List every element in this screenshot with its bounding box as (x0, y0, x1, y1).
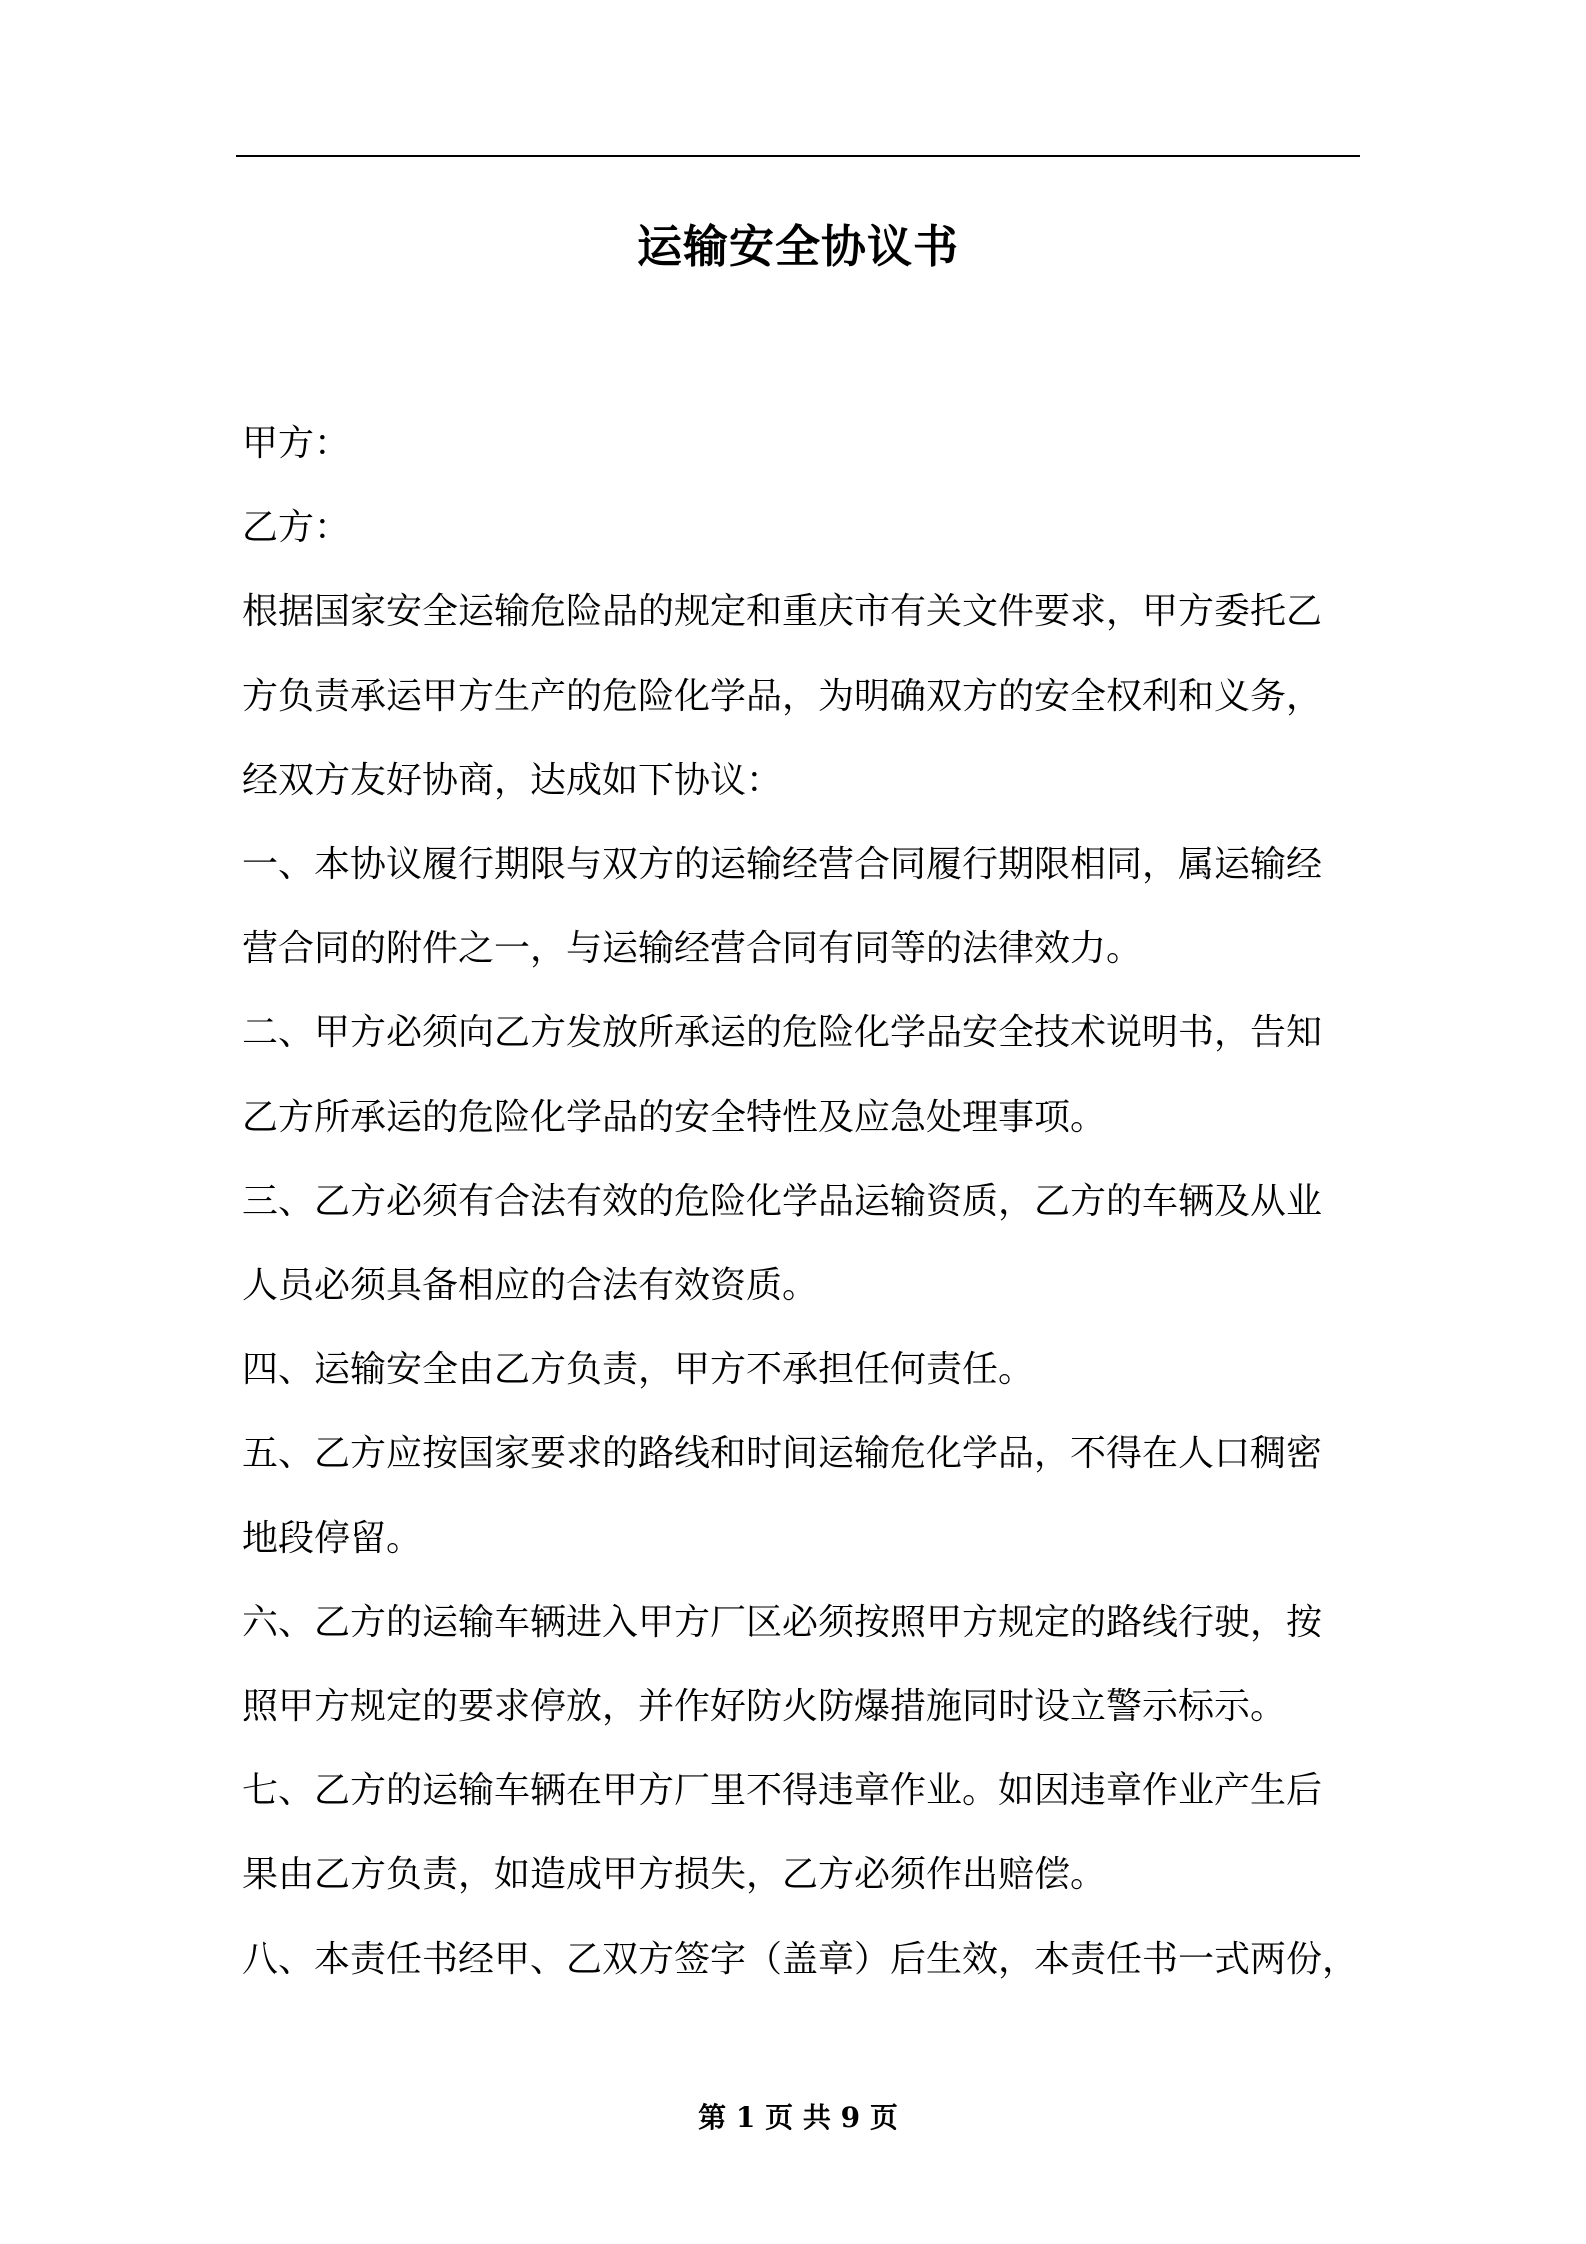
clause-8-line-1: 八、本责任书经甲、乙双方签字（盖章）后生效，本责任书一式两份， (242, 1938, 1359, 1980)
clause-2-line-2: 乙方所承运的危险化学品的安全特性及应急处理事项。 (242, 1096, 1107, 1138)
clause-3-line-2: 人员必须具备相应的合法有效资质。 (242, 1265, 819, 1307)
party-a-line: 甲方： (242, 423, 351, 464)
clause-1-line-2: 营合同的附件之一，与运输经营合同有同等的法律效力。 (242, 928, 1143, 970)
preamble-line-2: 方负责承运甲方生产的危险化学品，为明确双方的安全权利和义务， (242, 675, 1323, 717)
document-body (242, 402, 1382, 2002)
party-b-line: 乙方： (242, 507, 351, 549)
clause-4-line-1: 四、运输安全由乙方负责，甲方不承担任何责任。 (242, 1349, 1035, 1391)
clause-3-line-1: 三、乙方必须有合法有效的危险化学品运输资质，乙方的车辆及从业 (242, 1180, 1323, 1222)
clause-7-line-1: 七、乙方的运输车辆在甲方厂里不得违章作业。如因违章作业产生后 (242, 1770, 1323, 1812)
clause-7-line-2: 果由乙方负责，如造成甲方损失，乙方必须作出赔偿。 (242, 1854, 1107, 1896)
clause-5-line-1: 五、乙方应按国家要求的路线和时间运输危化学品，不得在人口稠密 (242, 1433, 1323, 1475)
document-title: 运输安全协议书 (636, 220, 959, 273)
preamble-line-1: 根据国家安全运输危险品的规定和重庆市有关文件要求，甲方委托乙 (242, 591, 1323, 633)
preamble-line-3: 经双方友好协商，达成如下协议： (242, 759, 783, 801)
clause-1-line-1: 一、本协议履行期限与双方的运输经营合同履行期限相同，属运输经 (242, 844, 1323, 886)
clause-5-line-2: 地段停留。 (242, 1517, 423, 1559)
header-rule (236, 155, 1360, 157)
clause-2-line-1: 二、甲方必须向乙方发放所承运的危险化学品安全技术说明书，告知 (242, 1012, 1323, 1054)
page-indicator: 第 1 页 共 9 页 (698, 2101, 898, 2134)
clause-6-line-1: 六、乙方的运输车辆进入甲方厂区必须按照甲方规定的路线行驶，按 (242, 1601, 1323, 1643)
clause-6-line-2: 照甲方规定的要求停放，并作好防火防爆措施同时设立警示标示。 (242, 1686, 1287, 1728)
